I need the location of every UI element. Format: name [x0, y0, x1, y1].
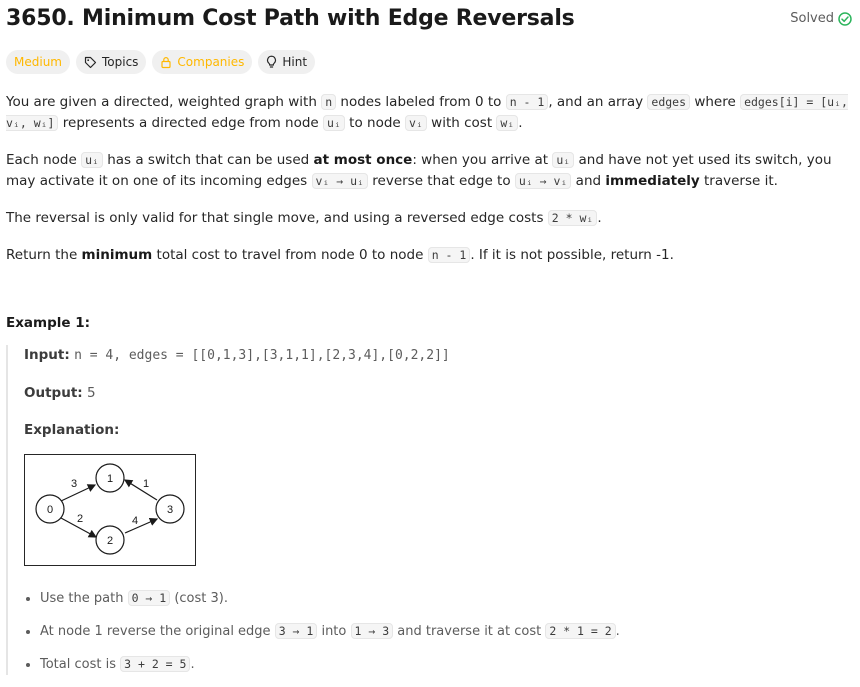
example-input [24, 345, 854, 366]
inline-code: 1 → 3 [351, 623, 394, 639]
tag-icon [84, 56, 97, 69]
inline-code: uᵢ [552, 152, 574, 168]
graph-edge-label: 1 [143, 478, 150, 490]
text: . [597, 210, 602, 226]
hint-button[interactable] [258, 50, 315, 74]
text: You are given a directed, weighted graph with [6, 94, 322, 110]
bold-text: minimum [81, 247, 153, 263]
solved-label: Solved [790, 11, 834, 26]
inline-code: 3 → 1 [275, 623, 318, 639]
bold-text: immediately [605, 173, 700, 189]
inline-code: uᵢ → vᵢ [515, 173, 571, 189]
text: and have not yet used its switch, you may activate it on one of its incoming edges [6, 152, 832, 189]
graph-edge-label: 4 [132, 515, 139, 527]
text: The reversal is only valid for that single move, and using a reversed edge costs [6, 210, 548, 226]
input-value: n = 4, edges = [[0,1,3],[3,1,1],[2,3,4],[0,2,2]] [74, 348, 450, 363]
list-item [40, 621, 854, 642]
graph-edge-0-1 [61, 485, 95, 501]
text: Use the path [40, 591, 128, 606]
graph-node-label: 3 [166, 504, 174, 516]
problem-description [6, 92, 854, 266]
description-paragraph-3 [6, 208, 854, 229]
output-value: 5 [86, 385, 96, 401]
example-title: Example 1: [6, 315, 91, 331]
graph-node-label: 0 [46, 504, 54, 516]
description-paragraph-4 [6, 245, 854, 266]
example-explanation [24, 420, 854, 440]
text: to node [344, 115, 406, 131]
text: represents a directed edge from node [58, 115, 324, 131]
companies-button[interactable] [152, 50, 252, 74]
problem-page [6, 0, 854, 687]
output-label: Output: [24, 385, 83, 401]
example-output [24, 383, 854, 403]
inline-code: n - 1 [428, 247, 471, 263]
inline-code: vᵢ → uᵢ [312, 173, 368, 189]
inline-code: 0 → 1 [128, 590, 171, 606]
text: . If it is not possible, return -1. [470, 247, 674, 263]
inline-code: vᵢ [405, 115, 427, 131]
text: . [190, 657, 195, 672]
inline-code: edges [647, 94, 690, 110]
example-block [6, 345, 854, 675]
text: Return the [6, 247, 82, 263]
graph-node-label: 2 [106, 535, 114, 547]
topics-label: Topics [101, 55, 139, 69]
companies-label: Companies [177, 55, 245, 69]
text: (cost 3). [170, 591, 228, 606]
text: : when you arrive at [412, 152, 553, 168]
text: total cost to travel from node 0 to node [152, 247, 428, 263]
graph-edge-3-1 [125, 480, 157, 500]
inline-code: uᵢ [323, 115, 345, 131]
graph-node-label: 1 [106, 473, 114, 485]
description-paragraph-1 [6, 92, 854, 134]
text: traverse it. [699, 173, 778, 189]
text: At node 1 reverse the original edge [40, 624, 275, 639]
list-item [40, 588, 854, 609]
text: into [317, 624, 351, 639]
text: , and an array [548, 94, 648, 110]
explanation-label: Explanation: [24, 422, 120, 438]
inline-code: n [321, 94, 336, 110]
list-item [40, 654, 854, 675]
check-circle-icon [838, 12, 852, 26]
text: with cost [426, 115, 497, 131]
text: has a switch that can be used [102, 152, 314, 168]
inline-code: 3 + 2 = 5 [120, 656, 190, 672]
inline-code: n - 1 [506, 94, 549, 110]
text: where [690, 94, 741, 110]
hint-label: Hint [282, 55, 308, 69]
solved-status [790, 11, 852, 26]
topics-button[interactable] [76, 50, 146, 74]
graph-edge-label: 3 [71, 478, 78, 490]
text: nodes labeled from 0 to [336, 94, 506, 110]
text: Each node [6, 152, 82, 168]
inline-code: uᵢ [81, 152, 103, 168]
text: Total cost is [40, 657, 121, 672]
graph-edge-label: 2 [77, 513, 84, 525]
inline-code: 2 * wᵢ [548, 210, 598, 226]
bold-text: at most once [313, 152, 413, 168]
inline-code: 2 * 1 = 2 [545, 623, 615, 639]
description-paragraph-2 [6, 150, 854, 192]
difficulty-label: Medium [14, 55, 62, 69]
explanation-list [24, 588, 854, 675]
text: . [518, 115, 523, 131]
text: . [615, 624, 620, 639]
text: reverse that edge to [367, 173, 515, 189]
lock-icon [160, 56, 172, 69]
title-row [6, 5, 854, 33]
inline-code: edges[i] = [uᵢ, vᵢ, wᵢ] [6, 95, 848, 130]
text: and traverse it at cost [393, 624, 546, 639]
graph-edge-2-3 [125, 519, 157, 533]
difficulty-badge[interactable] [6, 50, 70, 74]
text: and [571, 173, 606, 189]
tag-row [6, 50, 854, 74]
lightbulb-icon [266, 55, 277, 69]
problem-title: 3650. Minimum Cost Path with Edge Reversals [6, 6, 575, 31]
inline-code: wᵢ [496, 115, 518, 131]
input-label: Input: [24, 347, 70, 363]
example-graph-diagram [24, 454, 196, 566]
